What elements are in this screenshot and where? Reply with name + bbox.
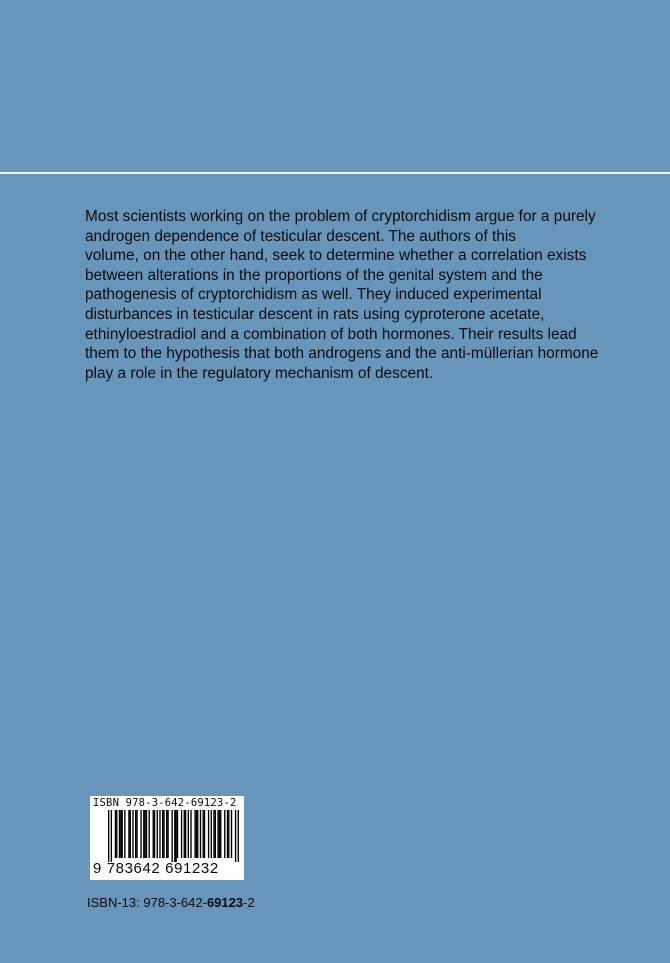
blurb-line: disturbances in testicular descent in rats using cyproterone acetate, [85, 305, 545, 323]
blurb-line: ethinyloestradiol and a combination of both hormones. Their results lead [85, 325, 577, 343]
blurb-line: Most scientists working on the problem of cryptorchidism argue for a purely [85, 208, 596, 225]
isbn-barcode [90, 796, 244, 880]
isbn-13-line [87, 895, 255, 910]
isbn-13-prefix: ISBN-13: 978-3-642- [87, 895, 207, 910]
blurb-line: them to the hypothesis that both androgens and the anti-müllerian hormone [85, 345, 599, 363]
isbn-13-suffix: -2 [243, 895, 255, 910]
blurb-line: between alterations in the proportions of the genital system and the [85, 266, 543, 284]
cover-divider-line [0, 172, 670, 174]
blurb-line: volume, on the other hand, seek to determine whether a correlation exists [85, 247, 587, 265]
barcode-bars [90, 810, 244, 862]
blurb-line: androgen dependence of testicular descent. The authors of this [85, 227, 516, 245]
back-cover-blurb [85, 207, 605, 383]
isbn-13-bold-part: 69123 [206, 895, 244, 910]
barcode-isbn-label: ISBN 978-3-642-69123-2 [93, 797, 237, 809]
blurb-line: pathogenesis of cryptorchidism as well. They induced experimental [85, 286, 542, 304]
barcode-ean-digits: 9 783642 691232 [93, 860, 219, 877]
blurb-line: play a role in the regulatory mechanism of descent. [85, 364, 434, 382]
